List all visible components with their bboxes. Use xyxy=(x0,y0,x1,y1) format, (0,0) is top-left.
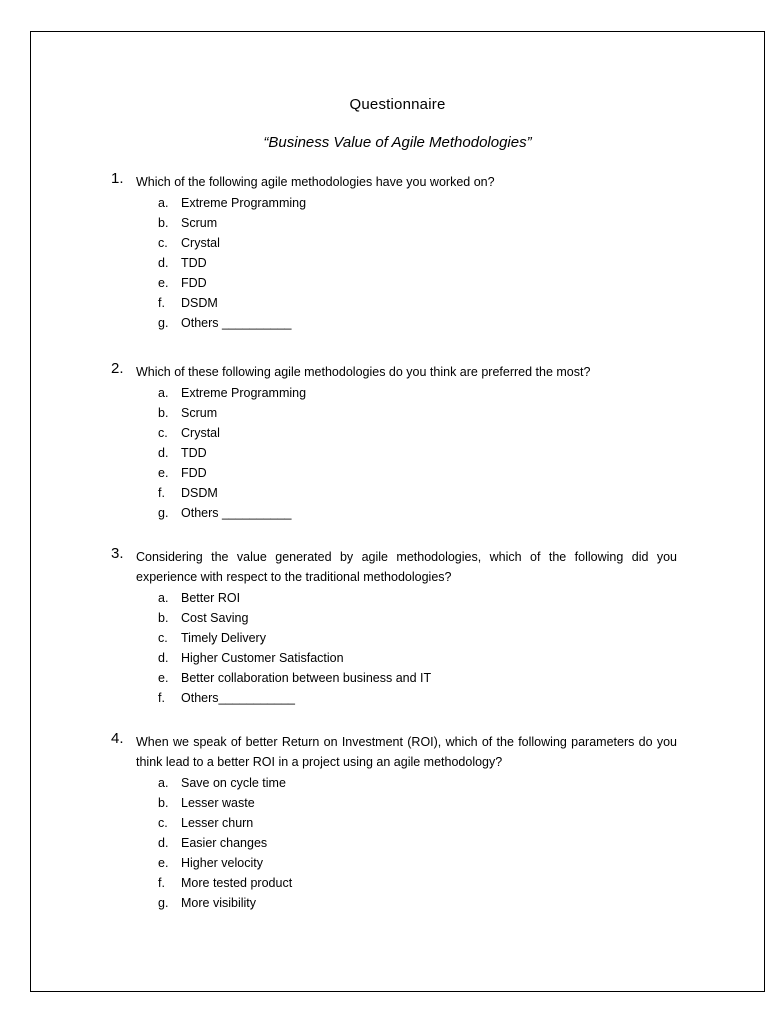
option-item xyxy=(111,213,677,233)
option-text: Others___________ xyxy=(181,691,295,705)
option-letter: f. xyxy=(158,486,165,500)
option-item xyxy=(111,588,677,608)
option-item xyxy=(111,773,677,793)
question-text: When we speak of better Return on Investment (ROI), which of the following parameters do you think lead to a better ROI in a project using an agile methodology? xyxy=(136,735,677,769)
option-item xyxy=(111,253,677,273)
option-text: Scrum xyxy=(181,216,218,230)
option-letter: e. xyxy=(158,671,169,685)
option-text: FDD xyxy=(181,466,207,480)
option-letter: e. xyxy=(158,466,169,480)
option-letter: f. xyxy=(158,691,165,705)
option-item xyxy=(111,628,677,648)
option-text: More tested product xyxy=(181,876,293,890)
option-text: Higher velocity xyxy=(181,856,263,870)
question-text: Considering the value generated by agile methodologies, which of the following did you experience with respect to the traditional methodologies? xyxy=(136,550,677,584)
option-text: Save on cycle time xyxy=(181,776,286,790)
option-item xyxy=(111,273,677,293)
option-text: Others __________ xyxy=(181,316,292,330)
option-letter: b. xyxy=(158,406,169,420)
option-letter: d. xyxy=(158,651,169,665)
option-item xyxy=(111,193,677,213)
option-item xyxy=(111,463,677,483)
option-text: Crystal xyxy=(181,236,220,250)
option-letter: b. xyxy=(158,611,169,625)
option-text: DSDM xyxy=(181,296,218,310)
option-text: FDD xyxy=(181,276,207,290)
option-item xyxy=(111,443,677,463)
option-item xyxy=(111,233,677,253)
document-title: Questionnaire xyxy=(349,96,446,113)
option-text: Better ROI xyxy=(181,591,241,605)
option-letter: g. xyxy=(158,316,169,330)
option-text: More visibility xyxy=(181,896,257,910)
option-list xyxy=(111,193,677,333)
option-letter: a. xyxy=(158,196,169,210)
option-item xyxy=(111,648,677,668)
question-text: Which of these following agile methodologies do you think are preferred the most? xyxy=(136,365,591,379)
option-item xyxy=(111,423,677,443)
option-letter: c. xyxy=(158,236,168,250)
option-list xyxy=(111,588,677,708)
option-item xyxy=(111,483,677,503)
option-letter: f. xyxy=(158,876,165,890)
option-letter: c. xyxy=(158,816,168,830)
option-letter: a. xyxy=(158,591,169,605)
option-text: Others __________ xyxy=(181,506,292,520)
option-text: TDD xyxy=(181,446,207,460)
question-text: Which of the following agile methodologies have you worked on? xyxy=(136,175,495,189)
option-item xyxy=(111,688,677,708)
option-letter: b. xyxy=(158,216,169,230)
option-item xyxy=(111,293,677,313)
option-text: Better collaboration between business and IT xyxy=(181,671,432,685)
option-item xyxy=(111,608,677,628)
option-text: Timely Delivery xyxy=(181,631,266,645)
question-number: 4. xyxy=(111,730,124,747)
option-text: Extreme Programming xyxy=(181,196,307,210)
question-number: 1. xyxy=(111,170,124,187)
question-number: 3. xyxy=(111,545,124,562)
option-text: Extreme Programming xyxy=(181,386,307,400)
option-text: Higher Customer Satisfaction xyxy=(181,651,344,665)
option-text: Lesser waste xyxy=(181,796,255,810)
question-2 xyxy=(111,362,677,523)
option-item xyxy=(111,383,677,403)
option-letter: d. xyxy=(158,256,169,270)
option-item xyxy=(111,853,677,873)
option-letter: d. xyxy=(158,446,169,460)
option-text: Crystal xyxy=(181,426,220,440)
option-item xyxy=(111,503,677,523)
option-text: DSDM xyxy=(181,486,218,500)
document-subtitle: “Business Value of Agile Methodologies” xyxy=(263,134,532,151)
option-letter: c. xyxy=(158,426,168,440)
option-item xyxy=(111,313,677,333)
option-text: Easier changes xyxy=(181,836,268,850)
option-item xyxy=(111,873,677,893)
option-text: Cost Saving xyxy=(181,611,249,625)
option-list xyxy=(111,383,677,523)
option-letter: b. xyxy=(158,796,169,810)
option-letter: e. xyxy=(158,856,169,870)
option-item xyxy=(111,893,677,913)
question-3 xyxy=(111,547,677,708)
option-letter: c. xyxy=(158,631,168,645)
option-letter: a. xyxy=(158,386,169,400)
option-letter: g. xyxy=(158,506,169,520)
option-text: Scrum xyxy=(181,406,218,420)
option-list xyxy=(111,773,677,913)
option-letter: f. xyxy=(158,296,165,310)
question-number: 2. xyxy=(111,360,124,377)
option-letter: g. xyxy=(158,896,169,910)
option-letter: e. xyxy=(158,276,169,290)
option-letter: d. xyxy=(158,836,169,850)
option-item xyxy=(111,813,677,833)
document-page xyxy=(30,31,765,992)
question-4 xyxy=(111,732,677,913)
option-item xyxy=(111,403,677,423)
option-text: Lesser churn xyxy=(181,816,254,830)
option-item xyxy=(111,833,677,853)
question-1 xyxy=(111,172,677,333)
option-text: TDD xyxy=(181,256,207,270)
option-item xyxy=(111,793,677,813)
option-item xyxy=(111,668,677,688)
option-letter: a. xyxy=(158,776,169,790)
